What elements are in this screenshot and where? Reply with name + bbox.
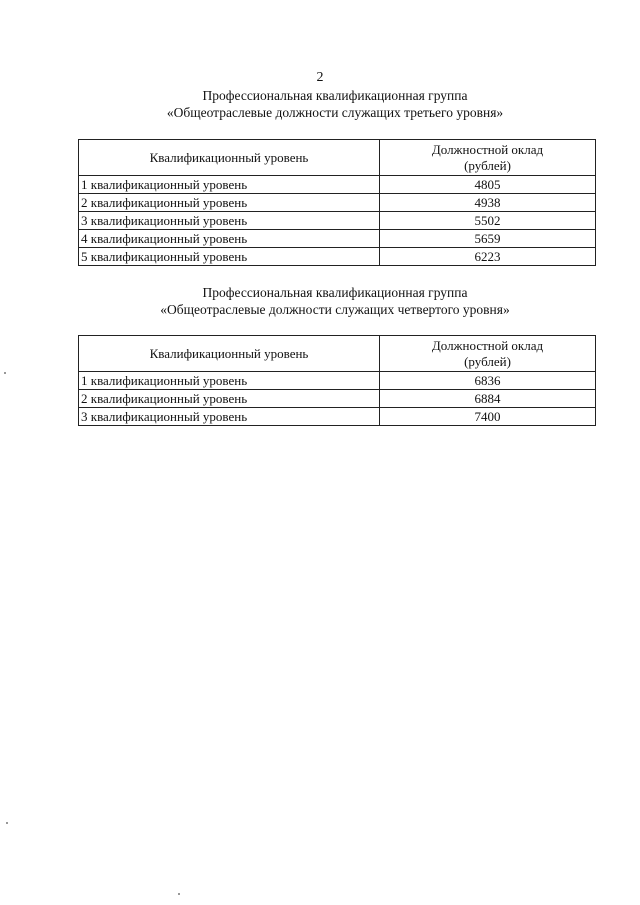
column-header-salary-unit: (рублей) xyxy=(464,157,511,173)
scan-speck xyxy=(178,893,180,895)
table-row xyxy=(79,212,596,230)
column-header-level: Квалификационный уровень xyxy=(79,336,380,372)
salary-amount: 6884 xyxy=(380,390,596,408)
salary-amount: 7400 xyxy=(380,408,596,426)
column-header-salary xyxy=(380,140,596,176)
qualification-level: 3 квалификационный уровень xyxy=(79,212,380,230)
qualification-level: 1 квалификационный уровень xyxy=(79,176,380,194)
salary-amount: 5659 xyxy=(380,230,596,248)
qualification-level: 1 квалификационный уровень xyxy=(79,372,380,390)
group-heading-name: «Общеотраслевые должности служащих третьего уровня» xyxy=(166,105,504,120)
group-heading-third-level xyxy=(0,87,640,121)
scan-speck xyxy=(4,372,6,374)
table-row xyxy=(79,408,596,426)
salary-amount: 6223 xyxy=(380,248,596,266)
column-header-level: Квалификационный уровень xyxy=(79,140,380,176)
qualification-level: 2 квалификационный уровень xyxy=(79,390,380,408)
table-row xyxy=(79,248,596,266)
column-header-salary-line1: Должностной оклад xyxy=(431,337,544,353)
table-header-row xyxy=(79,140,596,176)
table-row xyxy=(79,390,596,408)
salary-amount: 4938 xyxy=(380,194,596,212)
table-header-row xyxy=(79,336,596,372)
salary-amount: 4805 xyxy=(380,176,596,194)
table-row xyxy=(79,230,596,248)
group-heading-line: Профессиональная квалификационная группа xyxy=(202,88,468,103)
qualification-level: 5 квалификационный уровень xyxy=(79,248,380,266)
table-row xyxy=(79,176,596,194)
group-heading-fourth-level xyxy=(0,284,640,318)
group-heading-name: «Общеотраслевые должности служащих четвертого уровня» xyxy=(160,302,510,317)
table-row xyxy=(79,372,596,390)
salary-amount: 6836 xyxy=(380,372,596,390)
salary-amount: 5502 xyxy=(380,212,596,230)
column-header-salary-line1: Должностной оклад xyxy=(431,141,544,157)
column-header-salary xyxy=(380,336,596,372)
salary-table-third-level xyxy=(78,139,596,266)
salary-table-fourth-level xyxy=(78,335,596,426)
qualification-level: 2 квалификационный уровень xyxy=(79,194,380,212)
column-header-salary-unit: (рублей) xyxy=(464,353,511,369)
qualification-level: 4 квалификационный уровень xyxy=(79,230,380,248)
group-heading-line: Профессиональная квалификационная группа xyxy=(202,285,468,300)
scan-speck xyxy=(6,822,8,824)
page-number: 2 xyxy=(316,70,324,85)
table-row xyxy=(79,194,596,212)
qualification-level: 3 квалификационный уровень xyxy=(79,408,380,426)
